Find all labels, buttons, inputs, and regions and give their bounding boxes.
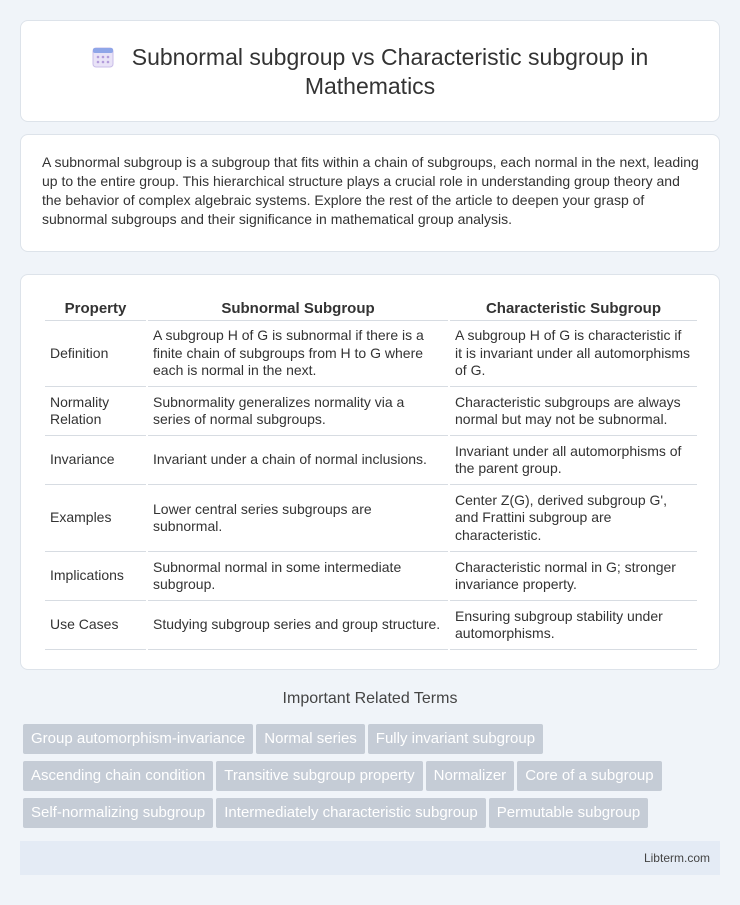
- table-cell: Invariant under all automorphisms of the parent group.: [450, 436, 697, 485]
- column-header-subnormal: Subnormal Subgroup: [148, 296, 448, 321]
- page-title: [61, 43, 679, 101]
- intro-card: [20, 134, 720, 252]
- table-cell: Studying subgroup series and group structure.: [148, 601, 448, 650]
- related-term-tag[interactable]: Intermediately characteristic subgroup: [216, 798, 485, 828]
- tag-row: [23, 798, 723, 835]
- column-header-property: Property: [45, 296, 146, 321]
- table-row: [45, 321, 697, 387]
- related-term-tag[interactable]: Core of a subgroup: [517, 761, 661, 791]
- table-cell: Invariant under a chain of normal inclusions.: [148, 436, 448, 485]
- related-term-tag[interactable]: Transitive subgroup property: [216, 761, 422, 791]
- table-cell: A subgroup H of G is characteristic if it is invariant under all automorphisms of G.: [450, 321, 697, 387]
- table-cell: Ensuring subgroup stability under automorphisms.: [450, 601, 697, 650]
- table-row: [45, 485, 697, 552]
- footer-site-link[interactable]: Libterm.com: [643, 851, 710, 865]
- table-cell: Characteristic subgroups are always normal but may not be subnormal.: [450, 387, 697, 436]
- comparison-card: [20, 274, 720, 670]
- table-cell: Center Z(G), derived subgroup G', and Frattini subgroup are characteristic.: [450, 485, 697, 552]
- table-cell-property: Normality Relation: [45, 387, 146, 436]
- related-term-tag[interactable]: Normal series: [256, 724, 365, 754]
- table-cell-property: Examples: [45, 485, 146, 552]
- table-cell: Subnormality generalizes normality via a series of normal subgroups.: [148, 387, 448, 436]
- column-header-characteristic: Characteristic Subgroup: [450, 296, 697, 321]
- table-row: [45, 601, 697, 650]
- table-cell-property: Implications: [45, 552, 146, 601]
- related-term-tag[interactable]: Ascending chain condition: [23, 761, 213, 791]
- related-term-tag[interactable]: Self-normalizing subgroup: [23, 798, 213, 828]
- table-cell: Characteristic normal in G; stronger invariance property.: [450, 552, 697, 601]
- table-row: [45, 387, 697, 436]
- page-title-text: Subnormal subgroup vs Characteristic subgroup in Mathematics: [131, 44, 649, 99]
- comparison-table: [43, 296, 699, 650]
- related-term-tag[interactable]: Fully invariant subgroup: [368, 724, 543, 754]
- tag-row: [23, 724, 723, 761]
- table-cell: A subgroup H of G is subnormal if there is a finite chain of subgroups from H to G where each is normal in the next.: [148, 321, 448, 387]
- table-cell-property: Definition: [45, 321, 146, 387]
- table-cell-property: Invariance: [45, 436, 146, 485]
- related-terms-heading: Important Related Terms: [282, 690, 458, 707]
- table-row: [45, 552, 697, 601]
- title-card: [20, 20, 720, 122]
- calendar-icon: [92, 46, 114, 68]
- related-terms-list: [23, 724, 723, 835]
- table-cell: Lower central series subgroups are subnormal.: [148, 485, 448, 552]
- tag-row: [23, 761, 723, 798]
- related-term-tag[interactable]: Permutable subgroup: [489, 798, 648, 828]
- table-cell: Subnormal normal in some intermediate subgroup.: [148, 552, 448, 601]
- table-cell-property: Use Cases: [45, 601, 146, 650]
- footer: [20, 841, 720, 875]
- table-row: [45, 436, 697, 485]
- table-header-row: [45, 296, 697, 321]
- intro-paragraph: A subnormal subgroup is a subgroup that fits within a chain of subgroups, each normal in the next, leading up to the entire group. This hierarchical structure plays a crucial role in understanding group theory and the behavior of complex algebraic systems. Explore the rest of the article to deepen your grasp of subnormal subgroups and their significance in mathematical group analysis.: [42, 154, 699, 227]
- related-term-tag[interactable]: Group automorphism-invariance: [23, 724, 253, 754]
- related-term-tag[interactable]: Normalizer: [426, 761, 515, 791]
